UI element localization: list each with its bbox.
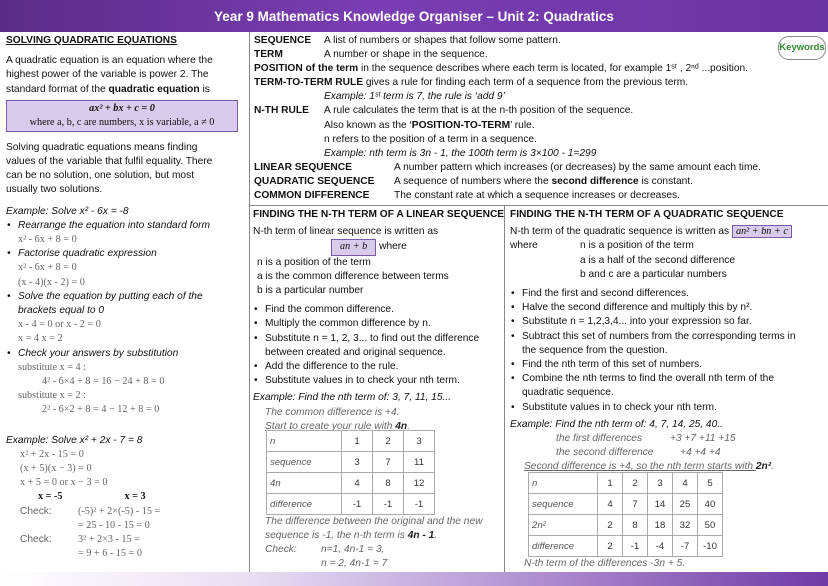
quadratic-var: b and c are a particular numbers — [580, 268, 727, 280]
table-cell: 2 — [598, 515, 623, 536]
table-cell: 4 — [342, 473, 373, 494]
keywords-badge — [778, 36, 826, 60]
table-cell: 12 — [404, 473, 435, 494]
table-row-label: difference — [529, 536, 598, 557]
second-text-end: . — [771, 461, 775, 473]
solving-heading: SOLVING QUADRATIC EQUATIONS — [6, 35, 177, 46]
table-cell: -1 — [623, 536, 648, 557]
def-ttt — [254, 76, 774, 90]
table-cell: 2 — [623, 473, 648, 494]
example1-step: • Check your answers by substitution — [6, 347, 246, 361]
start-text: Start to create your rule with — [265, 420, 396, 432]
meaning-line: Solving quadratic equations means finding — [6, 141, 198, 153]
def-term: TERM — [254, 49, 283, 61]
quadratic-step: • Subtract this set of numbers from the corresponding terms in — [510, 330, 826, 344]
example1-math: x² - 6x + 8 = 0 — [18, 234, 77, 246]
table-cell: -10 — [698, 536, 723, 557]
def-text: Also known as the ‘ — [324, 119, 412, 131]
table-row — [529, 494, 723, 515]
linear-example-title: Example: Find the nth term of: 3, 7, 11, 15... — [253, 392, 452, 404]
def-text: A sequence of numbers where the — [394, 175, 552, 187]
def-linear — [254, 161, 774, 175]
def-text: A number pattern which increases (or decreases) by the same amount each time. — [394, 161, 761, 173]
first-diffs: +3 +7 +11 +15 — [670, 433, 736, 445]
example1-math: substitute x = 4 : — [18, 361, 87, 373]
linear-var: a is the common difference between terms — [257, 270, 449, 282]
example1-math: 4² - 6×4 + 8 = 16 − 24 + 8 = 0 — [42, 376, 165, 388]
example2-line: x² + 2x - 15 = 0 — [20, 448, 84, 460]
linear-diff-text2 — [265, 529, 505, 543]
table-cell: 7 — [373, 452, 404, 473]
check1-line: (-5)² + 2×(-5) - 15 = — [78, 505, 161, 517]
example1-math: x² - 6x + 8 = 0 — [18, 262, 77, 274]
start-text-bold: 4n — [395, 420, 408, 432]
example1-math: brackets equal to 0 — [18, 305, 105, 317]
table-cell: 50 — [698, 515, 723, 536]
example1-math: (x - 4)(x - 2) = 0 — [18, 276, 85, 288]
linear-formula-row — [253, 239, 503, 255]
quadratic-table — [528, 472, 723, 557]
check1-label: Check: — [20, 505, 52, 517]
first-diff-label: the first differences — [556, 433, 643, 445]
def-text-bold: second difference — [551, 175, 639, 187]
quadratic-step: • Halve the second difference and multiply this by n². — [510, 301, 826, 315]
check2-label: Check: — [20, 533, 52, 545]
divider-defs — [249, 205, 828, 206]
quadratic-section — [510, 208, 826, 475]
table-cell: 11 — [404, 452, 435, 473]
table-row — [267, 473, 435, 494]
intro-line: highest power of the variable is power 2. The — [6, 69, 209, 81]
def-text: A list of numbers or shapes that follow some pattern. — [324, 35, 561, 46]
quadratic-where: where — [510, 240, 538, 252]
quadratic-step: • Substitute n = 1,2,3,4... into your expression so far. — [510, 315, 826, 329]
keywords-label: Keywords — [779, 42, 825, 53]
meaning-line: can be no solution, one solution, but most — [6, 170, 195, 182]
quadratic-step: • Combine the nth terms to find the overall nth term of the — [510, 372, 826, 386]
intro-text: standard format of the — [6, 83, 109, 95]
example2-line: (x + 5)(x − 3) = 0 — [20, 463, 92, 475]
table-cell: 4 — [598, 494, 623, 515]
table-cell: 1 — [598, 473, 623, 494]
def-term: QUADRATIC SEQUENCE — [254, 175, 375, 187]
example2-line: x + 5 = 0 or x − 3 = 0 — [20, 477, 108, 489]
check2-line: 3² + 2×3 - 15 = — [78, 533, 140, 545]
example1-step: • Rearrange the equation into standard form — [6, 219, 246, 233]
linear-cd-text: The common difference is +4. — [265, 406, 400, 418]
table-cell: 32 — [673, 515, 698, 536]
intro-end: is — [199, 83, 210, 95]
def-position — [254, 62, 774, 76]
meaning-line: usually two solutions. — [6, 184, 103, 196]
example1-title: Example: Solve x² - 6x = -8 — [6, 205, 129, 217]
def-ttt-example: Example: 1ˢᵗ term is 7, the rule is ‘add 9’ — [324, 91, 505, 103]
standard-format-box — [6, 100, 238, 132]
linear-check-line: n = 2, 4n-1 = 7 — [321, 558, 388, 570]
quadratic-written-as — [510, 225, 826, 239]
table-cell: -1 — [342, 494, 373, 515]
linear-step: • Substitute n = 1, 2, 3... to find out the difference — [253, 332, 503, 346]
table-cell: 7 — [623, 494, 648, 515]
linear-step: • Multiply the common difference by n. — [253, 317, 503, 331]
footer-band — [0, 572, 828, 586]
def-term: SEQUENCE — [254, 35, 312, 46]
table-cell: 8 — [373, 473, 404, 494]
def-text-bold: POSITION-TO-TERM — [411, 119, 511, 131]
quadratic-step-cont: quadratic sequence. — [522, 387, 614, 399]
example1-step: • Solve the equation by putting each of the — [6, 290, 246, 304]
table-row — [529, 536, 723, 557]
check2 — [6, 533, 246, 561]
linear-check-line: n=1, 4n-1 = 3, — [321, 544, 385, 556]
def-sequence — [254, 34, 774, 48]
second-text: Second difference is +4, so the nth term starts with — [524, 461, 756, 473]
table-cell: 14 — [648, 494, 673, 515]
second-text-bold: 2n² — [755, 461, 772, 473]
table-cell: 18 — [648, 515, 673, 536]
linear-conclusion — [265, 515, 505, 571]
check2-line: = 9 + 6 - 15 = 0 — [78, 547, 142, 559]
table-cell: -4 — [648, 536, 673, 557]
quadratic-var: n is a position of the term — [580, 240, 694, 252]
linear-step: • Substitute values in to check your nth term. — [253, 374, 503, 388]
quadratic-step-cont: the sequence from the question. — [522, 344, 668, 356]
quadratic-heading: FINDING THE N-TH TERM OF A QUADRATIC SEQUENCE — [510, 209, 784, 220]
linear-heading: FINDING THE N-TH TERM OF A LINEAR SEQUENCE — [253, 209, 505, 220]
diff-bold: 4n - 1 — [407, 530, 435, 542]
def-nth-example: Example: nth term is 3n - 1, the 100th term is 3×100 - 1=299 — [324, 147, 597, 159]
linear-diff-text: The difference between the original and the new — [265, 516, 483, 527]
intro-line — [6, 83, 246, 97]
table-cell: 2 — [598, 536, 623, 557]
example1-math: 2² - 6×2 + 8 = 4 − 12 + 8 = 0 — [42, 404, 160, 416]
diff-text: sequence is -1, the n-th term is — [265, 530, 408, 542]
standard-format-where: where a, b, c are numbers, x is variable, a ≠ 0 — [29, 116, 215, 128]
table-cell: -1 — [404, 494, 435, 515]
def-text: gives a rule for finding each term of a sequence from the previous term. — [363, 77, 689, 89]
divider-left — [249, 32, 250, 572]
solution-b: x = 3 — [124, 491, 146, 503]
table-cell: 3 — [342, 452, 373, 473]
table-cell: 40 — [698, 494, 723, 515]
def-term: TERM-TO-TERM RULE — [254, 77, 364, 89]
linear-check — [265, 543, 505, 571]
intro-bold: quadratic equation — [108, 83, 200, 95]
diff-end: . — [434, 530, 438, 542]
linear-table — [266, 430, 435, 515]
def-text: ’ rule. — [510, 119, 535, 131]
table-row — [529, 515, 723, 536]
start-text-end: . — [407, 420, 410, 432]
example2-title: Example: Solve x² + 2x - 7 = 8 — [6, 434, 143, 446]
linear-var: n is a position of the term — [257, 256, 371, 268]
table-cell: -1 — [373, 494, 404, 515]
first-diff-row — [510, 432, 826, 446]
table-cell: 25 — [673, 494, 698, 515]
def-term: LINEAR SEQUENCE — [254, 161, 352, 173]
table-cell: 3 — [404, 431, 435, 452]
def-nth-3: n refers to the position of a term in a sequence. — [324, 133, 537, 145]
table-cell: 3 — [648, 473, 673, 494]
def-text: A rule calculates the term that is at the n-th position of the sequence. — [324, 105, 634, 117]
second-diff-label: the second difference — [556, 447, 654, 459]
linear-written-as: N-th term of linear sequence is written as — [253, 226, 439, 238]
def-text: is constant. — [638, 175, 694, 187]
table-cell: 8 — [623, 515, 648, 536]
linear-var: b is a particular number — [257, 285, 364, 297]
check1 — [6, 505, 246, 533]
quadratic-step: • Substitute values in to check your nth term. — [510, 401, 826, 415]
def-common-difference — [254, 189, 774, 203]
table-cell: 2 — [373, 431, 404, 452]
def-term: POSITION of the term — [254, 63, 359, 75]
table-row — [267, 452, 435, 473]
table-row-label: n — [267, 431, 342, 452]
second-diff-row — [510, 446, 826, 460]
table-cell: 5 — [698, 473, 723, 494]
second-diffs: +4 +4 +4 — [680, 447, 721, 459]
definitions — [254, 34, 774, 203]
table-row-label: 4n — [267, 473, 342, 494]
quadratic-step: • Find the nth term of this set of numbers. — [510, 358, 826, 372]
nth-diff-text: N-th term of the differences -3n + 5. — [524, 558, 686, 569]
example1-math: substitute x = 2 : — [18, 390, 87, 402]
def-quadratic — [254, 175, 774, 189]
linear-section — [253, 208, 503, 434]
table-row-label: sequence — [529, 494, 598, 515]
table-row-label: difference — [267, 494, 342, 515]
solving-section — [6, 34, 246, 561]
example2-solutions — [6, 490, 246, 504]
standard-format-eq: ax² + bx + c = 0 — [89, 102, 155, 114]
def-text: in the sequence describes where each term is located, for example 1ˢᵗ , 2ⁿᵈ ...position. — [358, 63, 748, 75]
linear-step: • Add the difference to the rule. — [253, 360, 503, 374]
example1-steps — [6, 219, 246, 418]
example1-math: x - 4 = 0 or x - 2 = 0 — [18, 319, 101, 331]
page-title: Year 9 Mathematics Knowledge Organiser – Unit 2: Quadratics — [0, 0, 828, 32]
table-row — [267, 431, 435, 452]
quadratic-var-row — [510, 239, 826, 253]
table-cell: 4 — [673, 473, 698, 494]
def-term: COMMON DIFFERENCE — [254, 190, 370, 202]
table-cell: -7 — [673, 536, 698, 557]
table-row — [267, 494, 435, 515]
table-row — [529, 473, 723, 494]
meaning-line: values of the variable that fulfil equality. There — [6, 156, 213, 168]
table-row-label: 2n² — [529, 515, 598, 536]
check1-line: = 25 - 10 - 15 = 0 — [78, 519, 150, 531]
table-cell: 1 — [342, 431, 373, 452]
linear-step-cont: between created and original sequence. — [265, 346, 446, 358]
linear-where: where — [379, 241, 407, 253]
def-nth-2 — [254, 119, 774, 133]
intro-line: A quadratic equation is an equation where the — [6, 55, 213, 67]
example1-math: x = 4 x = 2 — [18, 333, 63, 345]
def-text: The constant rate at which a sequence increases or decreases. — [394, 190, 680, 202]
linear-formula: an + b — [331, 239, 376, 255]
example1-step: • Factorise quadratic expression — [6, 247, 246, 261]
table-row-label: sequence — [267, 452, 342, 473]
quadratic-step: • Find the first and second differences. — [510, 287, 826, 301]
linear-check-label: Check: — [265, 544, 297, 556]
def-text: A number or shape in the sequence. — [324, 49, 488, 61]
quadratic-var: a is a half of the second difference — [580, 254, 735, 266]
written-as-text: N-th term of the quadratic sequence is written as — [510, 226, 730, 238]
linear-step: • Find the common difference. — [253, 303, 503, 317]
table-row-label: n — [529, 473, 598, 494]
quadratic-example-title: Example: Find the nth term of: 4, 7, 14, 25, 40.. — [510, 418, 723, 430]
solution-a: x = -5 — [38, 491, 63, 503]
def-term-row — [254, 48, 774, 62]
def-term: N-TH RULE — [254, 105, 309, 117]
quadratic-formula: an² + bn + c — [732, 225, 792, 238]
def-nth — [254, 104, 774, 118]
